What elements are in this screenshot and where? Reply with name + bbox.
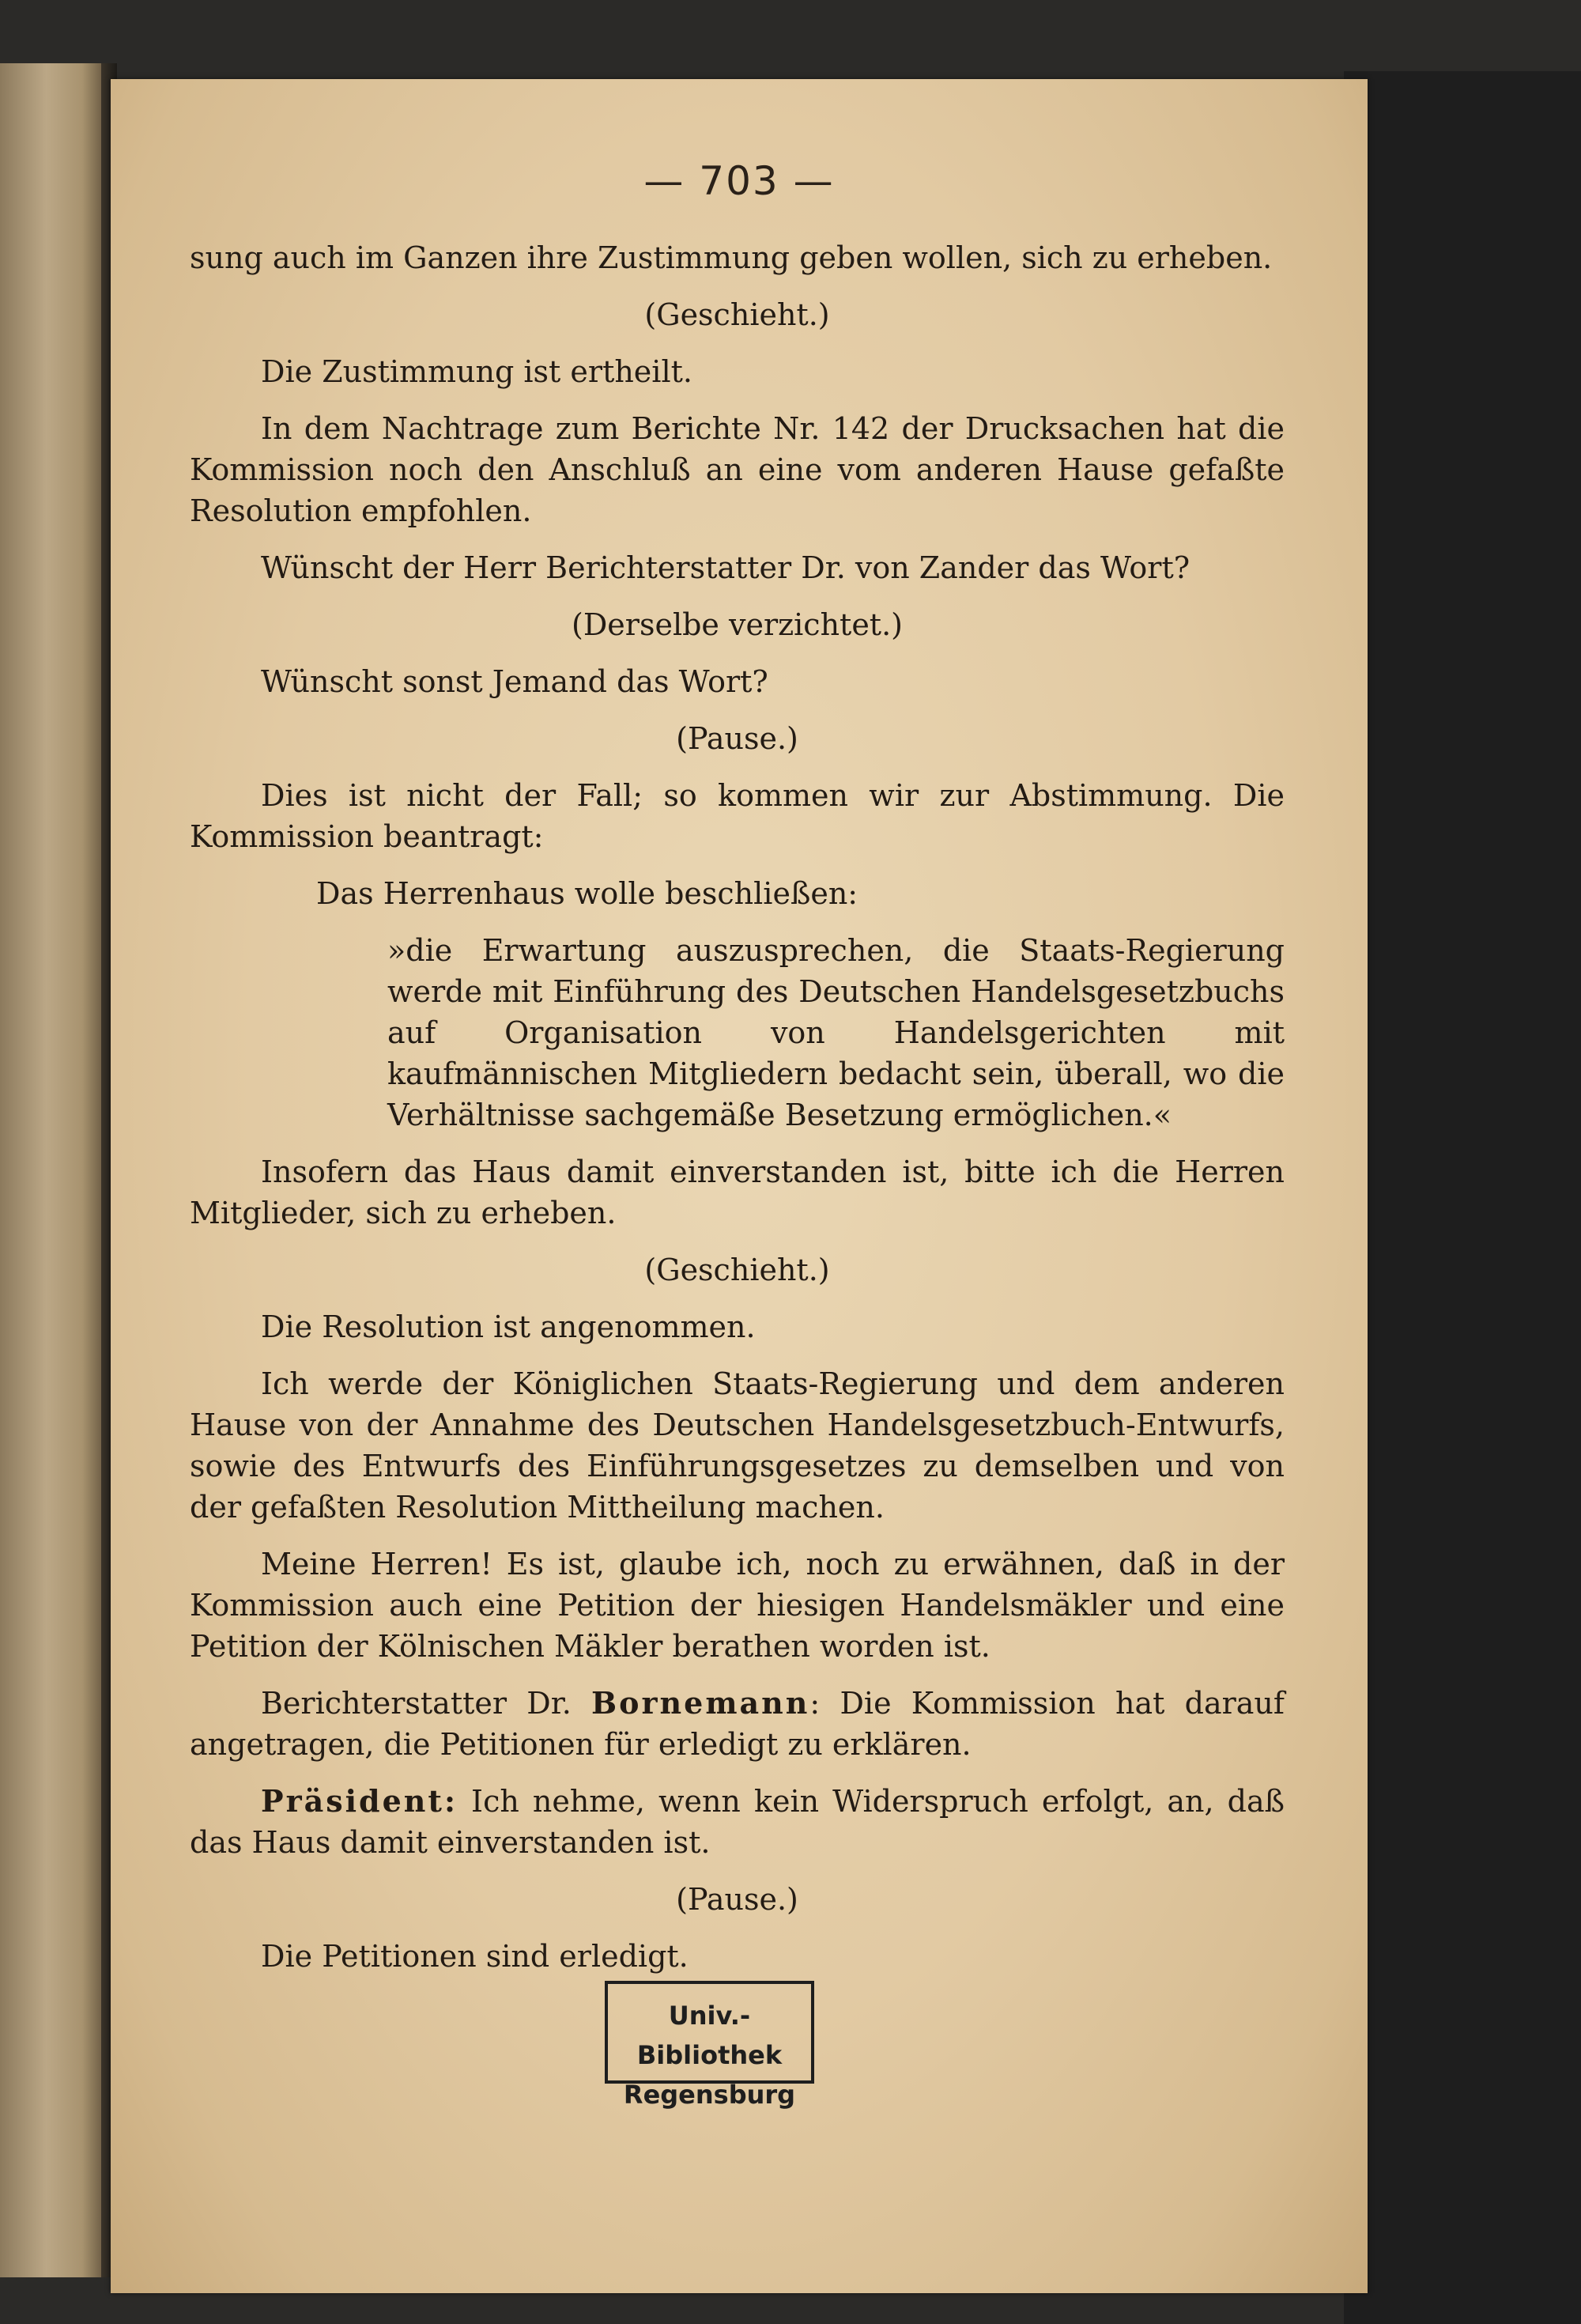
stage-direction: (Pause.): [676, 721, 798, 756]
paragraph: Die Zustimmung ist ertheilt.: [261, 354, 692, 389]
rapporteur-label: Berichterstatter Dr.: [261, 1686, 572, 1721]
left-page-edge: [0, 63, 103, 2277]
rapporteur-text: : Die Kommission hat darauf angetragen, die Petitionen für erledigt zu erklären.: [190, 1686, 1285, 1762]
president-statement: [190, 1781, 1285, 1863]
paragraph: Insofern das Haus damit einverstanden ist, bitte ich die Herren Mitglieder, sich zu erheben.: [190, 1154, 1285, 1230]
library-stamp: [605, 1981, 814, 2110]
book-page: [111, 79, 1368, 2293]
paragraph: Die Petitionen sind erledigt.: [261, 1939, 689, 1974]
paragraph: Dies ist nicht der Fall; so kommen wir zur Abstimmung. Die Kommission beantragt:: [190, 778, 1285, 854]
president-text: Ich nehme, wenn kein Widerspruch erfolgt, an, daß das Haus damit einverstanden ist.: [190, 1784, 1285, 1860]
paragraph: In dem Nachtrage zum Berichte Nr. 142 der Drucksachen hat die Kommission noch den Anschluß an eine vom anderen Hause gefaßte Resolution empfohlen.: [190, 411, 1285, 528]
president-label: Präsident:: [261, 1783, 458, 1819]
page-text: [190, 237, 1285, 1993]
stage-direction: (Derselbe verzichtet.): [572, 607, 903, 642]
paragraph: Wünscht der Herr Berichterstatter Dr. von Zander das Wort?: [261, 550, 1190, 585]
stage-direction: (Pause.): [676, 1882, 798, 1917]
stage-direction: (Geschieht.): [644, 297, 830, 332]
paragraph: Ich werde der Königlichen Staats-Regierung und dem anderen Hause von der Annahme des Deutschen Handelsgesetzbuch-Entwurfs, sowie des Entwurfs des Einführungsgesetzes zu demselben und von der gefaßten Resolution Mittheilung machen.: [190, 1366, 1285, 1525]
book-cover-edge: [1344, 71, 1581, 2324]
paragraph: Meine Herren! Es ist, glaube ich, noch zu erwähnen, daß in der Kommission auch eine Petition der hiesigen Handelsmäkler und eine Petition der Kölnischen Mäkler berathen worden ist.: [190, 1547, 1285, 1664]
stamp-line-2: Regensburg: [623, 2080, 796, 2110]
motion-intro: Das Herrenhaus wolle beschließen:: [316, 876, 858, 911]
stamp-line-1: Univ.-Bibliothek: [636, 2001, 783, 2070]
page-number: — 703 —: [643, 158, 835, 204]
paragraph: Die Resolution ist angenommen.: [261, 1309, 756, 1344]
resolution-quote: »die Erwartung auszusprechen, die Staats-Regierung werde mit Einführung des Deutschen Handelsgesetzbuchs auf Organisation von Handelsgerichten mit kaufmännischen Mitgliedern bedacht sein, überall, wo die Verhältnisse sachgemäße Besetzung ermöglichen.«: [387, 933, 1285, 1132]
paragraph: Wünscht sonst Jemand das Wort?: [261, 664, 768, 699]
rapporteur-statement: [190, 1683, 1285, 1765]
paragraph: sung auch im Ganzen ihre Zustimmung geben wollen, sich zu erheben.: [190, 240, 1273, 275]
stage-direction: (Geschieht.): [644, 1253, 830, 1287]
rapporteur-name: Bornemann: [591, 1685, 810, 1721]
